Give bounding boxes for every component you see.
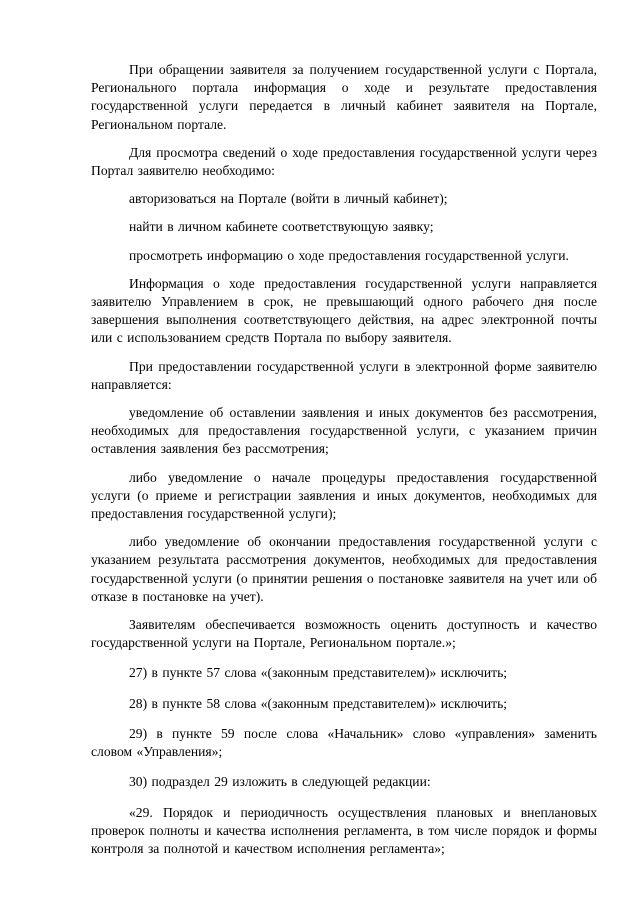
paragraph-step-authorize: авторизоваться на Портале (войти в личный кабинет); [129,191,448,207]
paragraph-item-29: 29) в пункте 59 после слова «Начальник» слово «управления» заменить словом «Управления»; [91,725,597,760]
paragraph-electronic-form: При предоставлении государственной услуги в электронной форме заявителю направляется: [91,358,597,392]
paragraph-portal-status: При обращении заявителя за получением государственной услуги с Портала, Регионального портала информация о ходе и результате предоставления государственной услуги передается в личный кабинет заявителя на Портале, Региональном портале. [91,62,597,132]
paragraph-notice-start: либо уведомление о начале процедуры предоставления государственной услуги (о приеме и регистрации заявления и иных документов, необходимых для предоставления государственной услуги); [91,469,597,522]
paragraph-step-find-request: найти в личном кабинете соответствующую заявку; [129,219,434,235]
document-body [91,61,597,868]
paragraph-quality-assessment: Заявителям обеспечивается возможность оценить доступность и качество государственной услуги на Портале, Региональном портале.»; [91,617,597,651]
paragraph-notice-end: либо уведомление об окончании предоставления государственной услуги с указанием результата рассмотрения документов, необходимых для предоставления государственной услуги (о принятии решения о постановке заявителя на учет или об отказе в постановке на учет). [91,534,597,604]
paragraph-notice-no-review: уведомление об оставлении заявления и иных документов без рассмотрения, необходимых для предоставления государственной услуги, с указанием причин оставления заявления без рассмотрения; [91,405,597,457]
paragraph-step-view-info: просмотреть информацию о ходе предоставления государственной услуги. [129,247,569,263]
paragraph-item-28: 28) в пункте 58 слова «(законным представителем)» исключить; [129,695,508,711]
paragraph-view-instructions: Для просмотра сведений о ходе предоставления государственной услуги через Портал заявителю необходимо: [91,144,597,179]
paragraph-info-delivery: Информация о ходе предоставления государственной услуги направляется заявителю Управлением в срок, не превышающий одного рабочего дня после завершения выполнения соответствующего действия, на адрес электронной почты или с использованием средств Портала по выбору заявителя. [91,275,597,346]
paragraph-subsection-29: «29. Порядок и периодичность осуществления плановых и внеплановых проверок полноты и качества исполнения регламента, в том числе порядок и формы контроля за полнотой и качеством исполнения регламента»; [91,804,597,856]
paragraph-item-27: 27) в пункте 57 слова «(законным представителем)» исключить; [129,665,508,681]
paragraph-item-30: 30) подраздел 29 изложить в следующей редакции: [129,774,431,790]
